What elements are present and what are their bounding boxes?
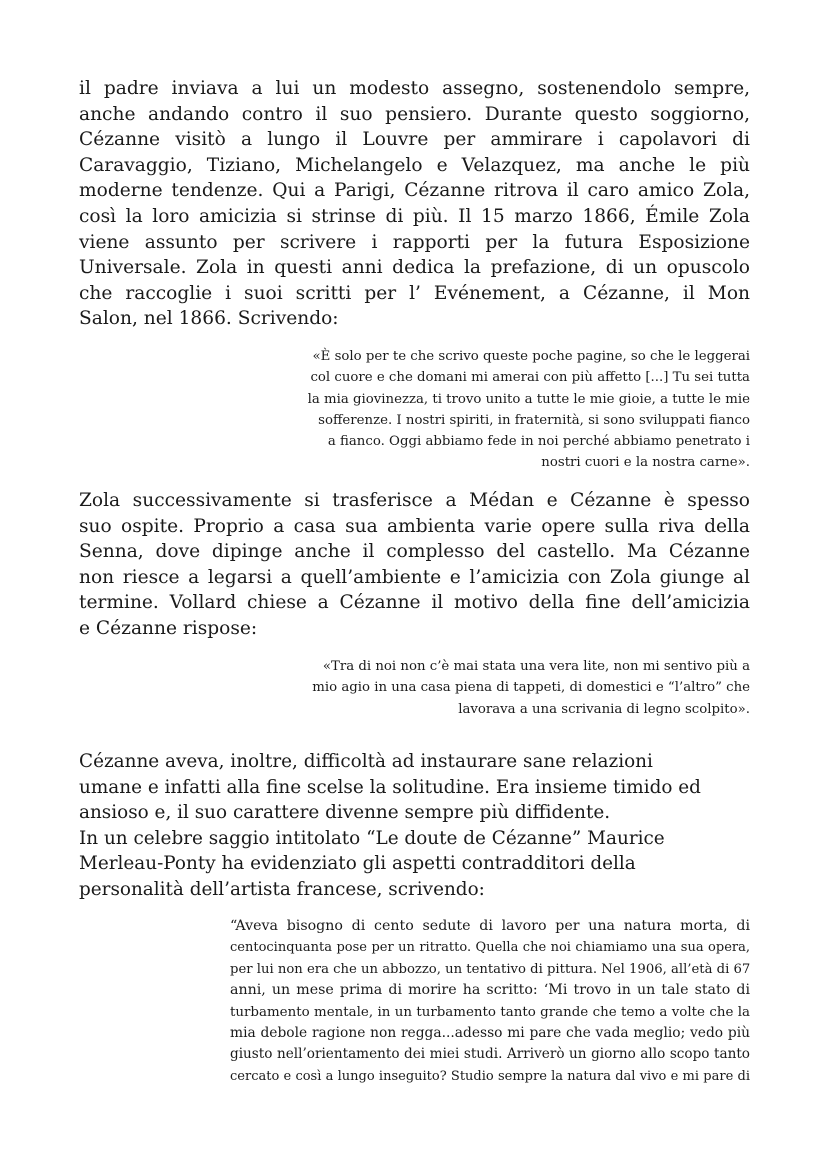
quote-line: turbamento mentale, in un turbamento tanto grande che temo a volte che la (230, 1004, 750, 1020)
quote-line: centocinquanta pose per un ritratto. Quella che noi chiamiamo una sua opera, (230, 940, 750, 956)
quote-line: lavorava a una scrivania di legno scolpito». (458, 701, 750, 717)
text-line: Salon, nel 1866. Scrivendo: (79, 308, 339, 330)
quote-line: a fianco. Oggi abbiamo fede in noi perché abbiamo penetrato i (327, 434, 750, 450)
text-line: il padre inviava a lui un modesto assegno, sostenendolo sempre, (79, 78, 750, 99)
quote-line: mia debole ragione non regga...adesso mi pare che vada meglio; vedo più (230, 1025, 750, 1042)
quote-line: nostri cuori e la nostra carne». (541, 455, 750, 471)
text-line: e Cézanne rispose: (79, 617, 258, 639)
text-line: viene assunto per scrivere i rapporti per la futura Esposizione (79, 231, 750, 253)
paragraph-1 (79, 76, 750, 332)
text-line: moderne tendenze. Qui a Parigi, Cézanne ritrova il caro amico Zola, (79, 180, 750, 202)
text-line: personalità dell’artista francese, scrivendo: (79, 878, 485, 900)
quote-cezanne (312, 656, 750, 720)
quote-line: mio agio in una casa piena di tappeti, di domestici e “l’altro” che (312, 680, 750, 696)
text-line: Zola successivamente si trasferisce a Médan e Cézanne è spesso (79, 490, 750, 511)
quote-line: “Aveva bisogno di cento sedute di lavoro per una natura morta, di (230, 918, 750, 934)
text-line: così la loro amicizia si strinse di più. Il 15 marzo 1866, Émile Zola (79, 205, 750, 227)
quote-line: sofferenze. I nostri spiriti, in fraternità, si sono sviluppati fianco (318, 412, 750, 428)
text-line: Senna, dove dipinge anche il complesso del castello. Ma Cézanne (79, 541, 750, 563)
text-line: Merleau-Ponty ha evidenziato gli aspetti contradditori della (79, 853, 636, 875)
text-line: In un celebre saggio intitolato “Le doute de Cézanne” Maurice (79, 827, 665, 849)
quote-line: anni, un mese prima di morire ha scritto: ‘Mi trovo in un tale stato di (230, 982, 750, 999)
quote-line: la mia giovinezza, ti trovo unito a tutte le mie gioie, a tutte le mie (307, 391, 750, 407)
paragraph-2 (79, 488, 750, 642)
quote-zola (308, 346, 750, 474)
text-line: umane e infatti alla fine scelse la solitudine. Era insieme timido ed (79, 776, 701, 798)
quote-line: col cuore e che domani mi amerai con più affetto [...] Tu sei tutta (310, 370, 750, 386)
quote-line: «È solo per te che scrivo queste poche pagine, so che le leggerai (312, 349, 750, 364)
text-line: Universale. Zola in questi anni dedica la prefazione, di un opuscolo (79, 257, 750, 279)
text-line: suo ospite. Proprio a casa sua ambienta varie opere sulla riva della (79, 515, 750, 537)
quote-line: per lui non era che un abbozzo, un tentativo di pittura. Nel 1906, all’età di 67 (230, 961, 751, 977)
text-line: non riesce a legarsi a quell’ambiente e l’amicizia con Zola giunge al (79, 566, 750, 588)
paragraph-3 (79, 749, 750, 903)
quote-line: «Tra di noi non c’è mai stata una vera lite, non mi sentivo più a (322, 659, 750, 674)
text-line: che raccoglie i suoi scritti per l’ Evénement, a Cézanne, il Mon (79, 282, 750, 304)
text-line: Caravaggio, Tiziano, Michelangelo e Velazquez, ma anche le più (79, 154, 750, 176)
quote-line: giusto nell’orientamento dei miei studi. Arriverò un giorno allo scopo tanto (230, 1046, 750, 1063)
quote-merleau-ponty (230, 916, 750, 1087)
quote-line: cercato e così a lungo inseguito? Studio sempre la natura dal vivo e mi pare di (230, 1068, 750, 1084)
text-line: ansioso e, il suo carattere divenne sempre più diffidente. (79, 802, 611, 824)
text-line: termine. Vollard chiese a Cézanne il motivo della fine dell’amicizia (79, 592, 750, 614)
text-line: anche andando contro il suo pensiero. Durante questo soggiorno, (79, 103, 750, 125)
text-line: Cézanne visitò a lungo il Louvre per ammirare i capolavori di (79, 129, 750, 151)
text-line: Cézanne aveva, inoltre, difficoltà ad instaurare sane relazioni (79, 751, 653, 772)
